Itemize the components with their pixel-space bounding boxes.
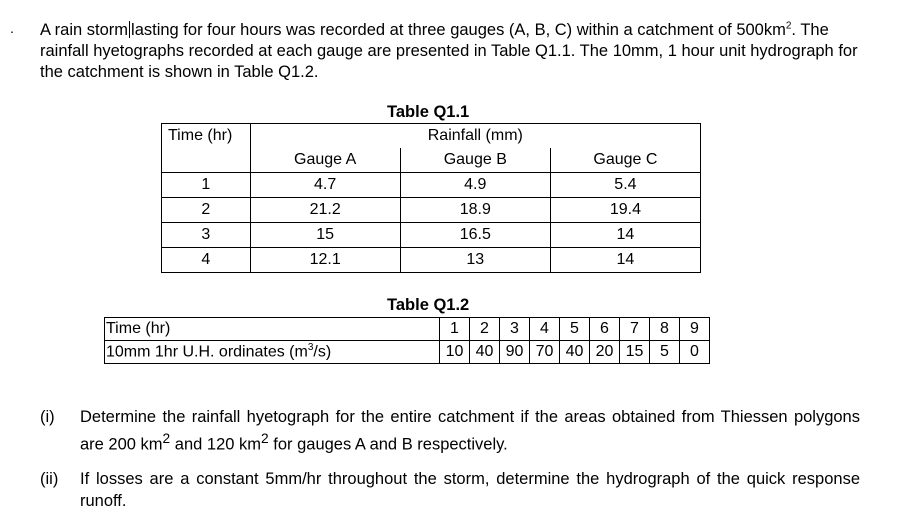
- intro-paragraph: [40, 20, 875, 83]
- time-header-blank: [162, 148, 251, 173]
- uh-time-cell: 4: [530, 318, 560, 341]
- question-ii: [40, 468, 860, 512]
- intro-text-line2: The rainfall hyetographs recorded at each gauge are presented in Table Q1.1. The 10mm, 1 hour unit hydrograph for the catchment is shown in Table Q1.2.: [40, 21, 858, 81]
- question-i: [40, 406, 860, 454]
- table2-time-row: [105, 318, 710, 341]
- intro-period: .: [791, 21, 797, 39]
- gauge-b-cell: 18.9: [400, 198, 550, 223]
- uh-time-cell: 3: [500, 318, 530, 341]
- intro-superscript: 2: [785, 20, 792, 32]
- uh-ordinate-cell: 90: [500, 341, 530, 364]
- gauge-a-cell: 4.7: [250, 173, 400, 198]
- uh-ordinate-cell: 20: [590, 341, 620, 364]
- table2-ordinate-row: [105, 341, 710, 364]
- uh-time-cell: 7: [620, 318, 650, 341]
- table1-header-row: [162, 124, 701, 149]
- question-i-text-end: for gauges A and B respectively.: [268, 435, 508, 454]
- uh-ordinate-cell: 70: [530, 341, 560, 364]
- table-row: [162, 198, 701, 223]
- uh-ordinate-cell: 0: [680, 341, 710, 364]
- uh-ordinate-cell: 40: [470, 341, 500, 364]
- time-header: Time (hr): [162, 124, 251, 149]
- gauge-c-cell: 5.4: [550, 173, 700, 198]
- uh-ordinate-cell: 10: [440, 341, 470, 364]
- uh-ordinate-label: [105, 341, 440, 364]
- uh-label-text: 10mm 1hr U.H. ordinates (m: [106, 343, 308, 361]
- question-text: [80, 406, 860, 456]
- uh-time-cell: 1: [440, 318, 470, 341]
- uh-ordinate-cell: 40: [560, 341, 590, 364]
- gauge-c-cell: 14: [550, 248, 700, 273]
- question-i-superscript: 2: [261, 431, 269, 446]
- question-i-text-start: Determine the rainfall hyetograph for the entire catchment if the areas obtained from Thiessen polygons are 200 km: [80, 408, 860, 454]
- uh-ordinate-cell: 15: [620, 341, 650, 364]
- table-row: [162, 223, 701, 248]
- gauge-c-cell: 14: [550, 223, 700, 248]
- gauge-b-header: Gauge B: [400, 148, 550, 173]
- uh-time-cell: 2: [470, 318, 500, 341]
- uh-time-label: Time (hr): [105, 318, 440, 341]
- table2-caption: Table Q1.2: [387, 296, 470, 314]
- uh-ordinate-cell: 5: [650, 341, 680, 364]
- gauge-a-header: Gauge A: [250, 148, 400, 173]
- table1-caption: Table Q1.1: [387, 103, 470, 121]
- gauge-c-cell: 19.4: [550, 198, 700, 223]
- table1-gauge-row: [162, 148, 701, 173]
- gauge-a-cell: 12.1: [250, 248, 400, 273]
- intro-text-main: lasting for four hours was recorded at three gauges (A, B, C) within a catchment of 500km: [131, 21, 786, 39]
- question-i-text-mid: and 120 km: [170, 435, 262, 454]
- question-number: (i): [40, 408, 55, 426]
- gauge-a-cell: 21.2: [250, 198, 400, 223]
- time-cell: 4: [162, 248, 251, 273]
- time-cell: 1: [162, 173, 251, 198]
- uh-time-cell: 5: [560, 318, 590, 341]
- gauge-b-cell: 16.5: [400, 223, 550, 248]
- uh-time-cell: 6: [590, 318, 620, 341]
- table-row: [162, 173, 701, 198]
- gauge-b-cell: 13: [400, 248, 550, 273]
- time-cell: 2: [162, 198, 251, 223]
- table-row: [162, 248, 701, 273]
- question-text: If losses are a constant 5mm/hr throughout the storm, determine the hydrograph of the quick response runoff.: [80, 470, 860, 510]
- uh-label-units: /s): [313, 343, 332, 361]
- uh-time-cell: 9: [680, 318, 710, 341]
- question-number: (ii): [40, 470, 59, 488]
- unit-hydrograph-table: [104, 317, 710, 364]
- question-i-superscript: 2: [162, 431, 171, 446]
- gauge-b-cell: 4.9: [400, 173, 550, 198]
- text-cursor: [129, 21, 130, 38]
- bullet-mark: .: [10, 20, 14, 36]
- time-cell: 3: [162, 223, 251, 248]
- rainfall-header: Rainfall (mm): [250, 124, 700, 149]
- uh-time-cell: 8: [650, 318, 680, 341]
- intro-text-start: A rain storm: [40, 21, 129, 39]
- rainfall-table: [161, 123, 701, 273]
- uh-label-superscript: 3: [307, 342, 314, 354]
- gauge-c-header: Gauge C: [550, 148, 700, 173]
- gauge-a-cell: 15: [250, 223, 400, 248]
